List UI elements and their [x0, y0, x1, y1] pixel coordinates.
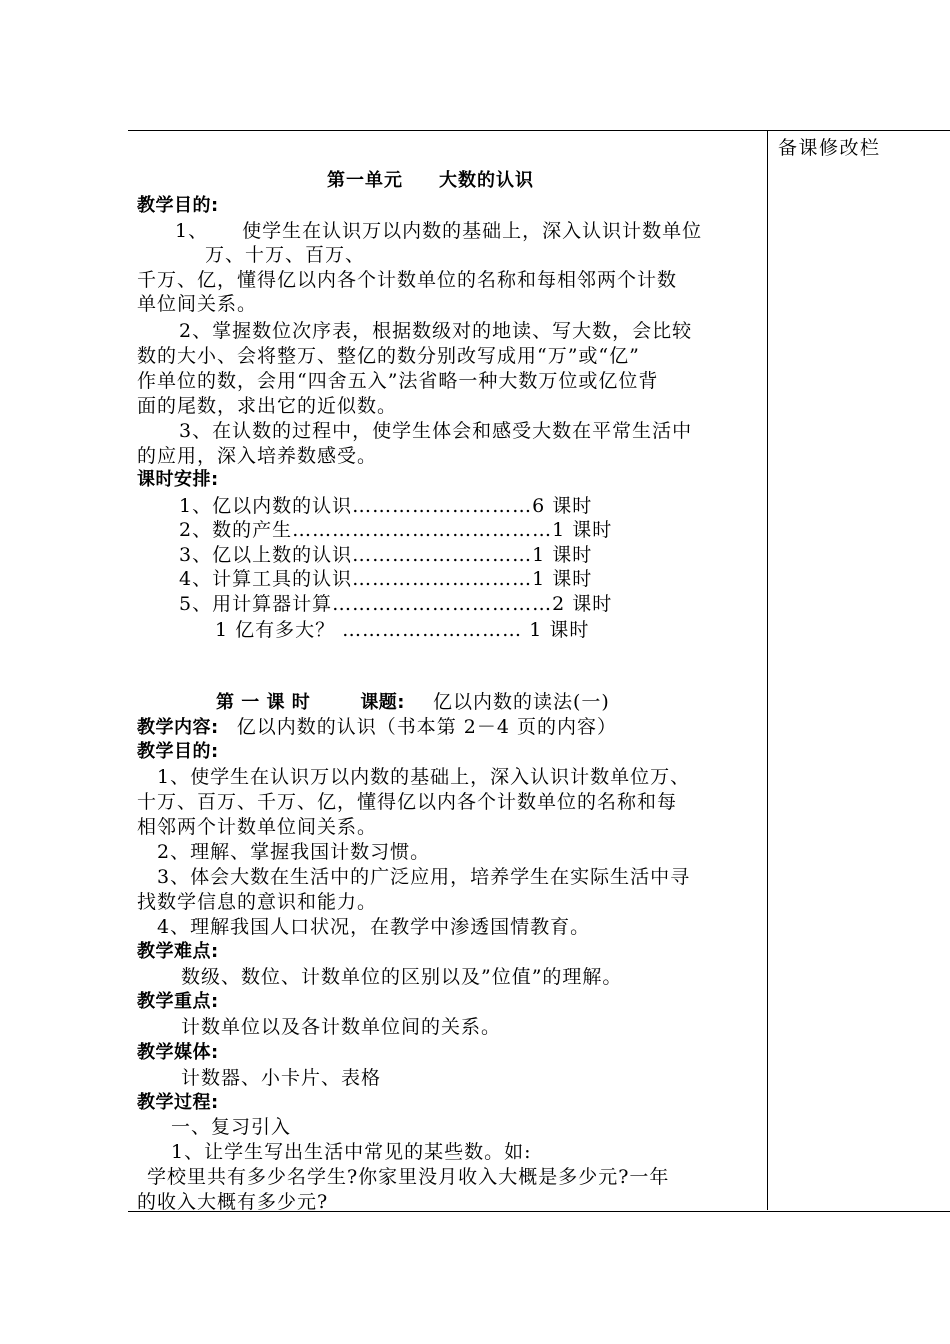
unit-heading: [327, 169, 534, 193]
goal-3-line-2: 的应用，深入培养数感受。: [137, 445, 378, 467]
process-heading: 教学过程:: [137, 1092, 219, 1113]
lesson-heading: [216, 690, 610, 715]
goal-1-line-3: 千万、亿，懂得亿以内各个计数单位的名称和每相邻两个计数: [137, 269, 678, 291]
schedule-item: 4、计算工具的认识………………………1 课时: [179, 568, 593, 590]
schedule-item: 3、亿以上数的认识………………………1 课时: [179, 544, 593, 566]
schedule-item: 5、用计算器计算……………………………2 课时: [179, 593, 613, 615]
topic-label: 课题:: [360, 692, 406, 713]
goal-2-line-1: 2、掌握数位次序表，根据数级对的地读、写大数，会比较: [179, 320, 693, 342]
goals2-line: 4、理解我国人口状况，在教学中渗透国情教育。: [157, 916, 591, 938]
schedule-item: 1 亿有多大？ ……………………… 1 课时: [215, 619, 590, 641]
goal-3-line-1: 3、在认数的过程中，使学生体会和感受大数在平常生活中: [179, 420, 693, 442]
process-line: 的收入大概有多少元?: [137, 1191, 329, 1213]
difficulty-heading: 教学难点:: [137, 941, 219, 962]
goals2-heading: 教学目的:: [137, 741, 219, 762]
goal-2-line-3: 作单位的数，会用“四舍五入”法省略一种大数万位或亿位背: [137, 370, 659, 392]
key-heading: 教学重点:: [137, 991, 219, 1012]
goal-1-line-4: 单位间关系。: [137, 293, 258, 315]
media-heading: 教学媒体:: [137, 1042, 219, 1063]
media-text: 计数器、小卡片、表格: [181, 1067, 382, 1089]
schedule-item: 1、亿以内数的认识………………………6 课时: [179, 495, 593, 517]
goals-heading: 教学目的:: [137, 195, 219, 216]
unit-title: 大数的认识: [439, 170, 534, 191]
process-line: 1、让学生写出生活中常见的某些数。如:: [171, 1141, 532, 1163]
goal-1-line-2: 万、十万、百万、: [205, 244, 366, 266]
schedule-item: 2、数的产生…………………………………1 课时: [179, 519, 613, 541]
goals2-line: 3、体会大数在生活中的广泛应用，培养学生在实际生活中寻: [157, 866, 691, 888]
goals2-line: 相邻两个计数单位间关系。: [137, 816, 378, 838]
content-line: [137, 715, 617, 740]
goals2-line: 2、理解、掌握我国计数习惯。: [157, 841, 431, 863]
content-heading: 教学内容:: [137, 717, 219, 738]
schedule-heading: 课时安排:: [137, 469, 219, 490]
process-line: 学校里共有多少名学生?你家里没月收入大概是多少元?一年: [147, 1166, 670, 1188]
goal-2-line-2: 数的大小、会将整万、整亿的数分别改写成用“万”或“亿”: [137, 345, 640, 367]
difficulty-text: 数级、数位、计数单位的区别以及”位值”的理解。: [181, 966, 623, 988]
goal-2-line-4: 面的尾数，求出它的近似数。: [137, 395, 398, 417]
content-text: 亿以内数的认识（书本第 2－4 页的内容）: [236, 716, 617, 738]
goals2-line: 找数学信息的意识和能力。: [137, 891, 378, 913]
unit-label: 第一单元: [327, 170, 403, 191]
side-column-title: 备课修改栏: [778, 137, 881, 159]
goals2-line: 1、使学生在认识万以内数的基础上，深入认识计数单位万、: [157, 766, 691, 788]
lesson-topic: 亿以内数的读法(一): [433, 691, 610, 713]
lesson-label: 第 一 课 时: [216, 692, 311, 713]
key-text: 计数单位以及各计数单位间的关系。: [181, 1016, 502, 1038]
process-line: 一、复习引入: [171, 1116, 292, 1138]
goals2-line: 十万、百万、千万、亿，懂得亿以内各个计数单位的名称和每: [137, 791, 678, 813]
goal-1-line-1: 1、 使学生在认识万以内数的基础上，深入认识计数单位: [175, 220, 703, 242]
column-divider: [767, 130, 768, 1210]
